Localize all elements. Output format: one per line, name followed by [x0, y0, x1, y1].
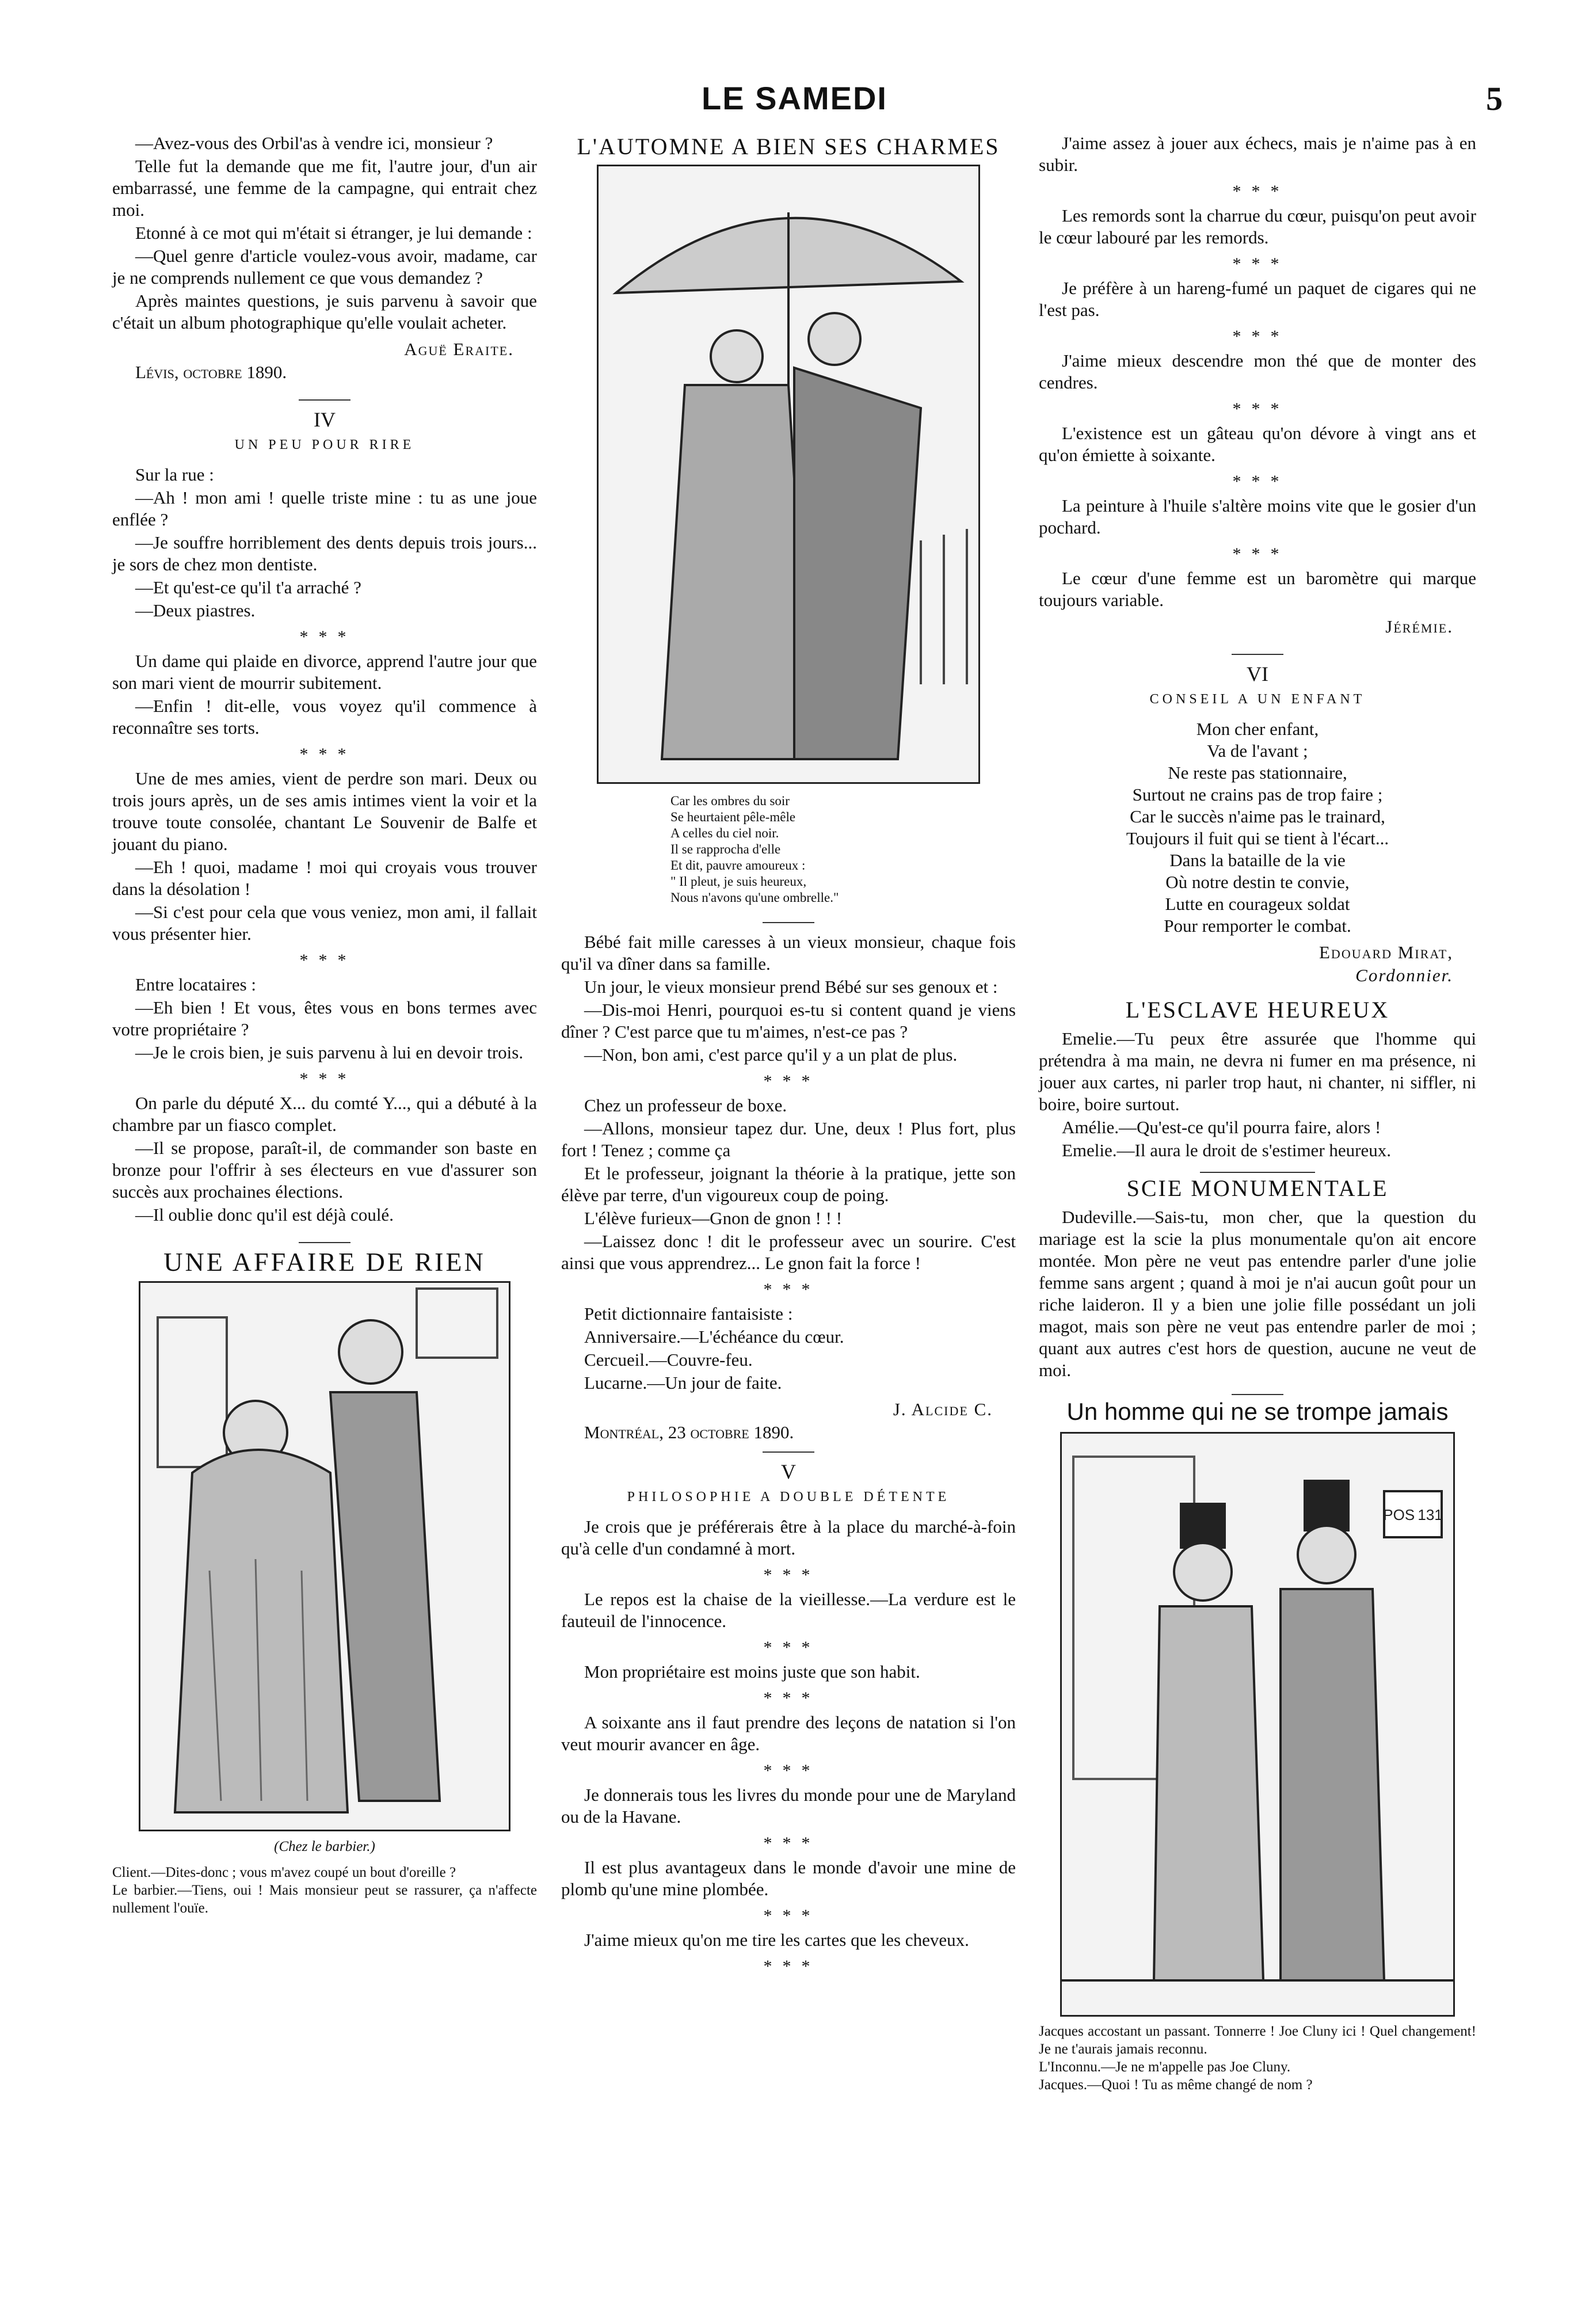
paragraph: —Et qu'est-ce qu'il t'a arraché ? — [135, 577, 361, 597]
poem-line: Car le succès n'aime pas le trainard, — [1130, 806, 1385, 826]
paragraph: Une de mes amies, vient de perdre son mari. Deux ou trois jours après, un de ses amis intimes vient la voir et la trouve toute consolée, chantant Le Souvenir de Balfe et jouant du piano. — [112, 768, 537, 854]
paragraph: Telle fut la demande que me fit, l'autre jour, d'un air embarrassé, une femme de la campagne, qui entrait chez moi. — [112, 156, 537, 220]
paragraph: —Je le crois bien, je suis parvenu à lui en devoir trois. — [135, 1042, 524, 1062]
maxim: Le repos est la chaise de la vieillesse.—La verdure est le fauteuil de l'innocence. — [561, 1589, 1016, 1631]
dialogue-line: Amélie.—Qu'est-ce qu'il pourra faire, alors ! — [1062, 1117, 1381, 1137]
paragraph: —Il se propose, paraît-il, de commander son baste en bronze pour l'offrir à ses électeurs en vue d'assurer son succès aux prochaines élections. — [112, 1138, 537, 1202]
paragraph: —Deux piastres. — [135, 600, 256, 620]
article-heading: Un homme qui ne se trompe jamais — [1066, 1398, 1449, 1425]
asterism: * * * — [299, 1069, 350, 1088]
paragraph: —Quel genre d'article voulez-vous avoir, madame, car je ne comprends nullement ce que vous demandez ? — [112, 246, 537, 288]
poem-line: Surtout ne crains pas de trop faire ; — [1132, 784, 1383, 805]
dateline: Montréal, 23 octobre 1890. — [584, 1422, 794, 1442]
column-2 — [561, 132, 1016, 1980]
paragraph: —Avez-vous des Orbil'as à vendre ici, monsieur ? — [135, 133, 493, 153]
column-3 — [1039, 132, 1476, 2094]
poem-line: Dans la bataille de la vie — [1169, 850, 1346, 870]
paragraph: Petit dictionnaire fantaisiste : — [584, 1304, 793, 1324]
verse-line: Et dit, pauvre amoureux : — [670, 858, 806, 873]
signature: Jérémie. — [1385, 616, 1453, 637]
maxim: Je crois que je préférerais être à la place du marché-à-foin qu'à celle d'un condamné à mort. — [561, 1517, 1016, 1559]
article-heading: UNE AFFAIRE DE RIEN — [163, 1247, 486, 1277]
signature: Aguë Eraite. — [404, 339, 514, 359]
maxim: Il est plus avantageux dans le monde d'avoir une mine de plomb qu'une mine plombée. — [561, 1857, 1016, 1899]
asterism: * * * — [763, 1565, 814, 1584]
caption-line: Jacques accostant un passant. Tonnerre ! Joe Cluny ici ! Quel changement! Je ne t'aurais jamais reconnu. — [1039, 2024, 1476, 2057]
paragraph: —Laissez donc ! dit le professeur avec un sourire. C'est ainsi que vous apprendrez... Le gnon fait la force ! — [561, 1231, 1016, 1273]
paragraph: On parle du député X... du comté Y..., qui a débuté à la chambre par un fiasco complet. — [112, 1093, 537, 1135]
asterism: * * * — [1232, 399, 1283, 418]
section-number: V — [781, 1460, 796, 1483]
poem-line: Où notre destin te convie, — [1165, 872, 1350, 892]
asterism: * * * — [1232, 472, 1283, 491]
divider — [1232, 1394, 1283, 1395]
poem-line: Ne reste pas stationnaire, — [1168, 763, 1347, 783]
poem-line: Va de l'avant ; — [1207, 741, 1308, 761]
asterism: * * * — [763, 1906, 814, 1925]
asterism: * * * — [1232, 182, 1283, 201]
section-subtitle: UN PEU POUR RIRE — [234, 437, 415, 452]
asterism: * * * — [299, 951, 350, 970]
article-heading: L'ESCLAVE HEUREUX — [1125, 997, 1390, 1023]
paragraph: —Allons, monsieur tapez dur. Une, deux ! Plus fort, plus fort ! Tenez ; comme ça — [561, 1118, 1016, 1160]
verse-line: A celles du ciel noir. — [670, 826, 779, 840]
umbrella-couple-illustration — [597, 165, 980, 784]
dialogue-line: Emelie.—Il aura le droit de s'estimer heureux. — [1062, 1140, 1391, 1160]
divider — [1232, 654, 1283, 655]
barber-drawing — [140, 1283, 509, 1830]
verse-line: Nous n'avons qu'une ombrelle." — [670, 890, 839, 905]
article-heading: L'AUTOMNE A BIEN SES CHARMES — [577, 134, 1000, 159]
poem — [1039, 718, 1476, 937]
divider — [299, 399, 350, 401]
newspaper-title: LE SAMEDI — [702, 80, 887, 116]
poem-line: Pour remporter le combat. — [1164, 916, 1351, 936]
caption-line: L'Inconnu.—Je ne m'appelle pas Joe Cluny. — [1039, 2059, 1291, 2075]
column-1 — [112, 132, 537, 1917]
asterism: * * * — [1232, 544, 1283, 563]
paragraph: —Dis-moi Henri, pourquoi es-tu si content quand je viens dîner ? C'est parce que tu m'aimes, n'est-ce pas ? — [561, 1000, 1016, 1042]
post-sign-text: POS 131 — [1383, 1506, 1443, 1523]
dictionary-entry: Anniversaire.—L'échéance du cœur. — [584, 1327, 844, 1347]
verse-line: " Il pleut, je suis heureux, — [670, 874, 807, 889]
signature: Edouard Mirat, — [1319, 942, 1453, 962]
section-number: VI — [1247, 662, 1268, 685]
caption-line: Le barbier.—Tiens, oui ! Mais monsieur peut se rassurer, ça n'affecte nullement l'ouïe. — [112, 1883, 537, 1916]
dictionary-entry: Lucarne.—Un jour de faite. — [584, 1373, 782, 1393]
maxim: Mon propriétaire est moins juste que son habit. — [584, 1662, 920, 1682]
asterism: * * * — [299, 627, 350, 646]
dialogue-line: Emelie.—Tu peux être assurée que l'homme qui prétendra à ma main, ne devra ni fumer en ma présence, ni jouer aux cartes, ni parler trop haut, ni chanter, ni siffler, ni boire, boire surtout. — [1039, 1028, 1476, 1114]
paragraph: —Je souffre horriblement des dents depuis trois jours... je sors de chez mon dentiste. — [112, 532, 537, 574]
maxim: J'aime mieux descendre mon thé que de monter des cendres. — [1039, 350, 1476, 393]
paragraph: Entre locataires : — [135, 974, 257, 995]
asterism: * * * — [299, 745, 350, 764]
poem-line: Mon cher enfant, — [1196, 719, 1319, 739]
dateline: Lévis, octobre 1890. — [135, 362, 287, 382]
poem-line: Toujours il fuit qui se tient à l'écart... — [1126, 828, 1389, 848]
paragraph: —Il oublie donc qu'il est déjà coulé. — [135, 1205, 394, 1225]
caption-line: Client.—Dites-donc ; vous m'avez coupé un bout d'oreille ? — [112, 1865, 456, 1880]
asterism: * * * — [763, 1072, 814, 1091]
paragraph: Chez un professeur de boxe. — [584, 1095, 787, 1115]
maxim: J'aime mieux qu'on me tire les cartes que les cheveux. — [584, 1930, 969, 1950]
divider — [763, 1451, 814, 1453]
maxim: L'existence est un gâteau qu'on dévore à vingt ans et qu'on émiette à soixante. — [1039, 423, 1476, 465]
paragraph: —Enfin ! dit-elle, vous voyez qu'il commence à reconnaître ses torts. — [112, 696, 537, 738]
paragraph: —Non, bon ami, c'est parce qu'il y a un plat de plus. — [584, 1045, 958, 1065]
asterism: * * * — [763, 1957, 814, 1976]
verse-line: Car les ombres du soir — [670, 794, 790, 808]
paragraph: —Eh bien ! Et vous, êtes vous en bons termes avec votre propriétaire ? — [112, 997, 537, 1039]
paragraph: Un dame qui plaide en divorce, apprend l'autre jour que son mari vient de mourrir subitement. — [112, 651, 537, 693]
dictionary-entry: Cercueil.—Couvre-feu. — [584, 1350, 753, 1370]
maxim: Les remords sont la charrue du cœur, puisqu'on peut avoir le cœur labouré par les remords. — [1039, 205, 1476, 247]
paragraph: —Si c'est pour cela que vous veniez, mon ami, il fallait vous présenter hier. — [112, 902, 537, 944]
street-encounter-illustration — [1060, 1432, 1455, 2017]
section-subtitle: CONSEIL A UN ENFANT — [1149, 692, 1366, 707]
asterism: * * * — [763, 1834, 814, 1853]
paragraph: Sur la rue : — [135, 464, 214, 485]
maxim: A soixante ans il faut prendre des leçons de natation si l'on veut mourir avancer en âge. — [561, 1712, 1016, 1754]
street-encounter-drawing — [1062, 1434, 1453, 2015]
paragraph: L'élève furieux—Gnon de gnon ! ! ! — [584, 1208, 843, 1228]
illustration-caption: (Chez le barbier.) — [274, 1839, 375, 1854]
section-number: IV — [314, 408, 336, 431]
divider — [299, 1242, 350, 1243]
verse-line: Il se rapprocha d'elle — [670, 842, 781, 856]
signature: J. Alcide C. — [893, 1399, 993, 1419]
page-number: 5 — [1486, 80, 1503, 117]
barber-illustration — [139, 1281, 510, 1831]
divider — [763, 922, 814, 923]
paragraph: —Eh ! quoi, madame ! moi qui croyais vous trouver dans la désolation ! — [112, 857, 537, 899]
article-heading: SCIE MONUMENTALE — [1126, 1175, 1389, 1201]
paragraph: Et le professeur, joignant la théorie à la pratique, jette son élève par terre, d'un vigoureux coup de poing. — [561, 1163, 1016, 1205]
asterism: * * * — [1232, 254, 1283, 273]
poem-verse — [670, 793, 1016, 906]
paragraph: Bébé fait mille caresses à un vieux monsieur, chaque fois qu'il va dîner dans sa famille. — [561, 932, 1016, 974]
poem-line: Lutte en courageux soldat — [1165, 894, 1350, 914]
maxim: J'aime assez à jouer aux échecs, mais je n'aime pas à en subir. — [1039, 133, 1476, 175]
section-subtitle: PHILOSOPHIE A DOUBLE DÉTENTE — [627, 1489, 950, 1504]
asterism: * * * — [763, 1280, 814, 1299]
verse-line: Se heurtaient pêle-mêle — [670, 810, 796, 824]
paragraph: Etonné à ce mot qui m'était si étranger, je lui demande : — [135, 223, 532, 243]
maxim: Je donnerais tous les livres du monde pour une de Maryland ou de la Havane. — [561, 1785, 1016, 1827]
asterism: * * * — [763, 1689, 814, 1708]
maxim: La peinture à l'huile s'altère moins vite que le gosier d'un pochard. — [1039, 496, 1476, 538]
paragraph: Après maintes questions, je suis parvenu à savoir que c'était un album photographique qu'elle voulait acheter. — [112, 291, 537, 333]
divider — [1200, 1172, 1315, 1173]
masthead — [0, 75, 1589, 121]
maxim: Le cœur d'une femme est un baromètre qui marque toujours variable. — [1039, 568, 1476, 610]
maxim: Je préfère à un hareng-fumé un paquet de cigares qui ne l'est pas. — [1039, 278, 1476, 320]
umbrella-couple-drawing — [599, 166, 978, 782]
asterism: * * * — [763, 1761, 814, 1780]
paragraph: Dudeville.—Sais-tu, mon cher, que la question du mariage est la scie la plus monumentale qu'on ait encore montée. Mon père ne veut pas entendre parler d'une jolie femme sans argent ; quand à moi je n'ai aucun goût pour un riche laideron. Il y a bien une jolie fille possédant un joli magot, mais son père ne veut pas entendre parler de moi ; quant aux autres c'est hors de question, aucune ne veut de moi. — [1039, 1207, 1476, 1380]
paragraph: —Ah ! mon ami ! quelle triste mine : tu as une joue enflée ? — [112, 487, 537, 529]
asterism: * * * — [763, 1638, 814, 1657]
signature-title: Cordonnier. — [1355, 965, 1453, 985]
caption-line: Jacques.—Quoi ! Tu as même changé de nom ? — [1039, 2077, 1313, 2093]
asterism: * * * — [1232, 327, 1283, 346]
paragraph: Un jour, le vieux monsieur prend Bébé sur ses genoux et : — [584, 977, 998, 997]
